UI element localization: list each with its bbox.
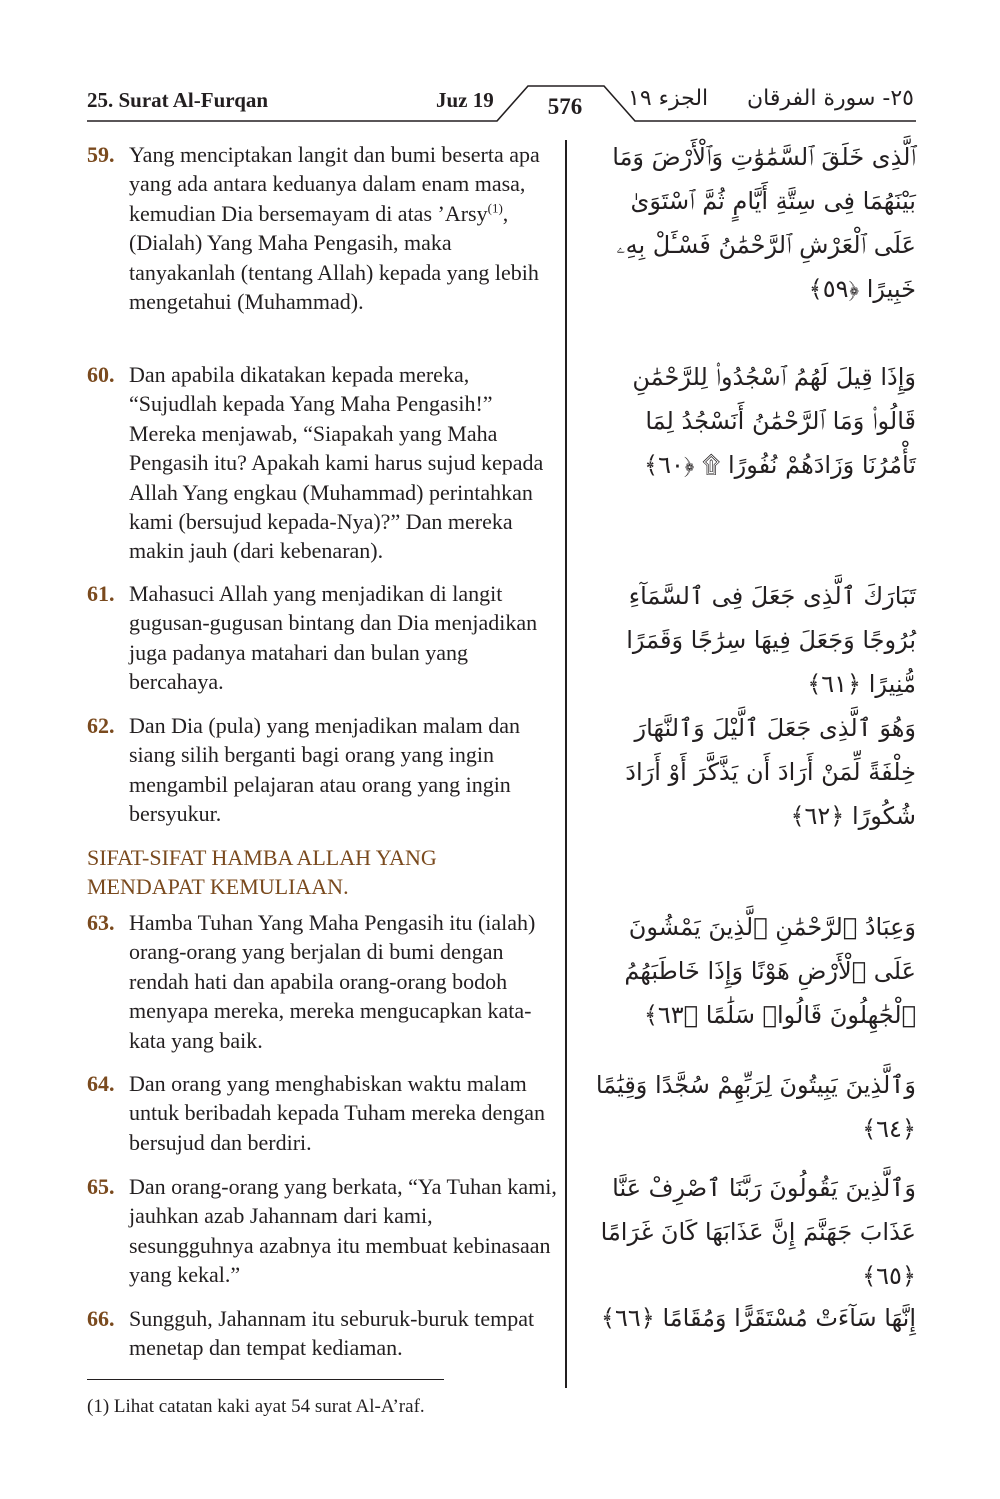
verse-number: 59.: [87, 142, 115, 167]
verse-arabic: وَعِبَادُ ٱلرَّحْمَٰنِ ٱلَّذِينَ يَمْشُونَ عَلَى ٱلْأَرْضِ هَوْنًا وَإِذَا خَاطَبَهُمُ ٱلْجَٰهِلُونَ قَالُوا۟ سَلَٰمًا ﴿٦٣﴾: [624, 913, 916, 1029]
footnote-divider: [87, 1379, 444, 1380]
juz-label-arabic: الجزء ١٩: [628, 86, 709, 111]
verse-number: 66.: [87, 1306, 115, 1331]
verse-number: 60.: [87, 362, 115, 387]
page-number: 576: [547, 94, 583, 119]
verse-text: [129, 140, 557, 316]
verse-text: Mahasuci Allah yang menjadikan di langit gugusan-gugusan bintang dan Dia menjadikan juga padanya matahari dan bulan yang bercahaya.: [129, 581, 538, 695]
verse-number: 61.: [87, 581, 115, 606]
verse-translation: [87, 579, 557, 697]
verse-text: Sungguh, Jahannam itu seburuk-buruk tempat menetap dan tempat kediaman.: [129, 1306, 535, 1361]
verse-translation: [87, 711, 557, 829]
verse-arabic: تَبَارَكَ ٱلَّذِى جَعَلَ فِى ٱلسَّمَآءِ بُرُوجًا وَجَعَلَ فِيهَا سِرَٰجًا وَقَمَرًا مُّنِيرًا ﴿٦١﴾: [626, 582, 916, 698]
verse-arabic: وَٱلَّذِينَ يَبِيتُونَ لِرَبِّهِمْ سُجَّدًا وَقِيَٰمًا ﴿٦٤﴾: [595, 1071, 916, 1143]
verse-number: 65.: [87, 1174, 115, 1199]
verse-arabic: وَإِذَا قِيلَ لَهُمُ ٱسْجُدُوا۟ لِلرَّحْمَٰنِ قَالُوا۟ وَمَا ٱلرَّحْمَٰنُ أَنَسْجُدُ لِمَا تَأْمُرُنَا وَزَادَهُمْ نُفُورًا ۩ ﴿٦٠﴾: [632, 363, 916, 479]
verse-text-part: Yang menciptakan langit dan bumi beserta apa yang ada antara keduanya dalam enam masa, kemudian Dia bersemayam di atas ’Arsy: [129, 142, 540, 226]
verse-number: 64.: [87, 1071, 115, 1096]
surah-title-latin: 25. Surat Al-Furqan: [87, 88, 269, 112]
verse-text-part: , (Dialah) Yang Maha Pengasih, maka tanyakanlah (tentang Allah) kepada yang lebih mengetahui (Muhammad).: [129, 200, 539, 315]
footnote: (1) Lihat catatan kaki ayat 54 surat Al-A’raf.: [87, 1396, 425, 1417]
verse-text: Dan apabila dikatakan kepada mereka, “Sujudlah kepada Yang Maha Pengasih!” Mereka menjawab, “Siapakah yang Maha Pengasih itu? Apakah kami harus sujud kepada Allah Yang engkau (Muhammad) perintahkan kami (bersujud kepada-Nya)?” Dan mereka makin jauh (dari kebenaran).: [129, 362, 544, 564]
footnote-reference[interactable]: (1): [487, 200, 503, 216]
verse-number: 63.: [87, 910, 115, 935]
verse-translation: [87, 1069, 557, 1157]
verse-translation: [87, 908, 557, 1055]
verse-number: 62.: [87, 713, 115, 738]
verse-translation: [87, 1172, 557, 1290]
section-heading: SIFAT-SIFAT HAMBA ALLAH YANG MENDAPAT KEMULIAAN.: [87, 845, 437, 900]
verse-translation: [87, 360, 557, 566]
surah-title-arabic: ٢٥- سورة الفرقان: [747, 86, 914, 111]
verse-text: Hamba Tuhan Yang Maha Pengasih itu (ialah) orang-orang yang berjalan di bumi dengan rendah hati dan apabila orang-orang bodoh menyapa mereka, mereka mengucapkan kata-kata yang baik.: [129, 910, 536, 1053]
column-divider: [565, 140, 567, 1388]
page-header: [0, 0, 1000, 130]
verse-text: Dan Dia (pula) yang menjadikan malam dan siang silih berganti bagi orang yang ingin mengambil pelajaran atau orang yang ingin bersyukur.: [129, 713, 520, 827]
verse-arabic: إِنَّهَا سَآءَتْ مُسْتَقَرًّا وَمُقَامًا ﴿٦٦﴾: [600, 1304, 916, 1332]
verse-arabic: وَهُوَ ٱلَّذِى جَعَلَ ٱلَّيْلَ وَٱلنَّهَارَ خِلْفَةً لِّمَنْ أَرَادَ أَن يَذَّكَّرَ أَوْ أَرَادَ شُكُورًا ﴿٦٢﴾: [625, 714, 916, 830]
verse-text: Dan orang-orang yang berkata, “Ya Tuhan kami, jauhkan azab Jahannam dari kami, sesungguhnya azabnya itu membuat kebinasaan yang kekal.”: [129, 1174, 557, 1288]
juz-label-latin: Juz 19: [436, 88, 494, 112]
verse-arabic: وَٱلَّذِينَ يَقُولُونَ رَبَّنَا ٱصْرِفْ عَنَّا عَذَابَ جَهَنَّمَ إِنَّ عَذَابَهَا كَانَ غَرَامًا ﴿٦٥﴾: [600, 1174, 916, 1290]
verse-translation: [87, 140, 557, 316]
verse-arabic: ٱلَّذِى خَلَقَ ٱلسَّمَٰوَٰتِ وَٱلْأَرْضَ وَمَا بَيْنَهُمَا فِى سِتَّةِ أَيَّامٍ ثُمَّ ٱسْتَوَىٰ عَلَى ٱلْعَرْشِ ٱلرَّحْمَٰنُ فَسْـَٔلْ بِهِۦ خَبِيرًا ﴿٥٩﴾: [612, 143, 916, 303]
verse-translation: [87, 1304, 557, 1363]
verse-text: Dan orang yang menghabiskan waktu malam untuk beribadah kepada Tuham mereka dengan bersujud dan berdiri.: [129, 1071, 546, 1155]
